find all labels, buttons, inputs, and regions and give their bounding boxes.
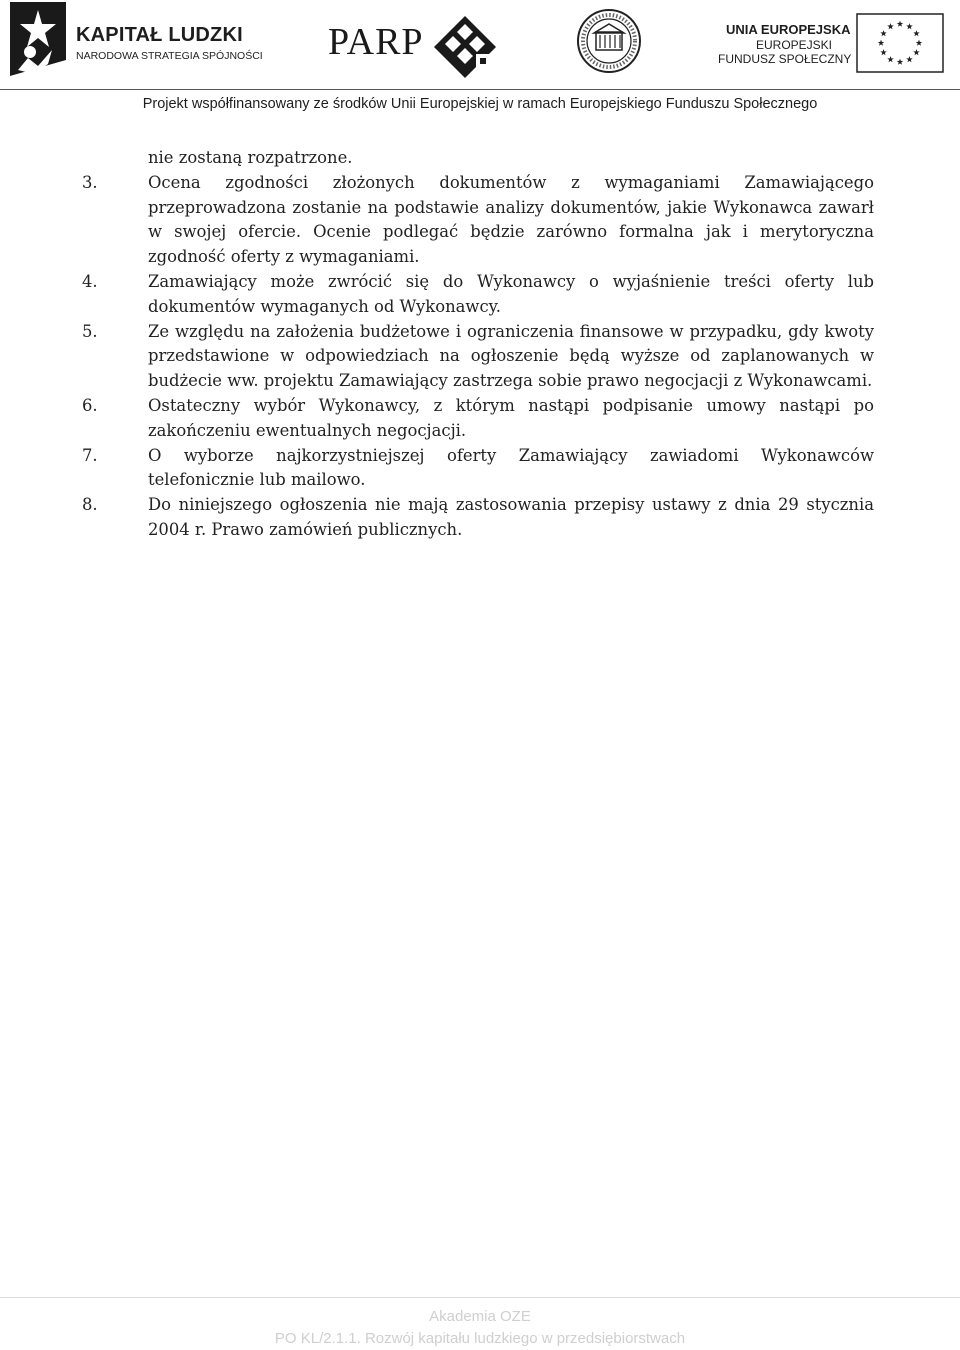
eu-title: UNIA EUROPEJSKA: [726, 22, 851, 37]
list-item: [82, 270, 874, 320]
list-item-text: Zamawiający może zwrócić się do Wykonawcy o wyjaśnienie treści oferty lub dokumentów wymaganych od Wykonawcy.: [148, 271, 874, 316]
list-item-number: 5.: [82, 321, 98, 341]
list-item: [82, 493, 874, 543]
footer-program-line: PO KL/2.1.1. Rozwój kapitału ludzkiego w przedsiębiorstwach: [274, 1330, 686, 1347]
eu-fund-line2: FUNDUSZ SPOŁECZNY: [718, 52, 852, 66]
list-item-number: 4.: [82, 271, 98, 291]
list-item-text: Do niniejszego ogłoszenia nie mają zastosowania przepisy ustawy z dnia 29 stycznia 2004 r. Prawo zamówień publicznych.: [148, 495, 874, 539]
continuation-line: [82, 146, 874, 171]
list-item: [82, 320, 874, 394]
continuation-text: nie zostaną rozpatrzone.: [148, 148, 353, 167]
university-seal-icon: [576, 8, 642, 74]
kapital-ludzki-star-person-icon: [8, 0, 68, 78]
project-cofinancing-line: Projekt współfinansowany ze środków Unii Europejskiej w ramach Europejskiego Funduszu Społecznego: [142, 96, 818, 112]
list-item-text: Ostateczny wybór Wykonawcy, z którym nastąpi podpisanie umowy nastąpi po zakończeniu ewentualnych negocjacji.: [148, 395, 874, 440]
eu-fund-line1: EUROPEJSKI: [756, 38, 833, 52]
list-item: [82, 171, 874, 270]
list-item-number: 7.: [82, 445, 98, 465]
list-item: [82, 394, 874, 444]
list-item-number: 8.: [82, 495, 98, 515]
list-item-number: 6.: [82, 395, 98, 415]
parp-logo-text: PARP: [328, 21, 424, 63]
footer-divider: [0, 1297, 960, 1298]
footer-project-name: Akademia OZE: [429, 1308, 531, 1325]
document-body: [82, 146, 874, 543]
list-item-text: Ze względu na założenia budżetowe i ograniczenia finansowe w przypadku, gdy kwoty przedstawione w odpowiedziach na ogłoszenie będą wyższe od zaplanowanych w budżecie ww. projektu Zamawiający zastrzega sobie prawo negocjacji z Wykonawcami.: [148, 321, 874, 391]
kapital-ludzki-title: KAPITAŁ LUDZKI: [76, 24, 243, 46]
header-logo-bar: [0, 0, 960, 90]
list-item-text: O wyborze najkorzystniejszej oferty Zamawiający zawiadomi Wykonawców telefonicznie lub mailowo.: [148, 445, 874, 490]
list-item-number: 3.: [82, 172, 98, 192]
parp-diamond-mark-icon: [432, 14, 498, 80]
eu-flag-stars-icon: [856, 13, 944, 73]
kapital-ludzki-subtitle: NARODOWA STRATEGIA SPÓJNOŚCI: [76, 50, 263, 62]
list-item: [82, 444, 874, 494]
list-item-text: Ocena zgodności złożonych dokumentów z wymaganiami Zamawiającego przeprowadzona zostanie na podstawie analizy dokumentów, jakie Wykonawca zawarł w swojej ofercie. Ocenie podlegać będzie zarówno formalna jak i merytoryczna zgodność oferty z wymaganiami.: [148, 172, 874, 267]
header-divider: [0, 89, 960, 90]
